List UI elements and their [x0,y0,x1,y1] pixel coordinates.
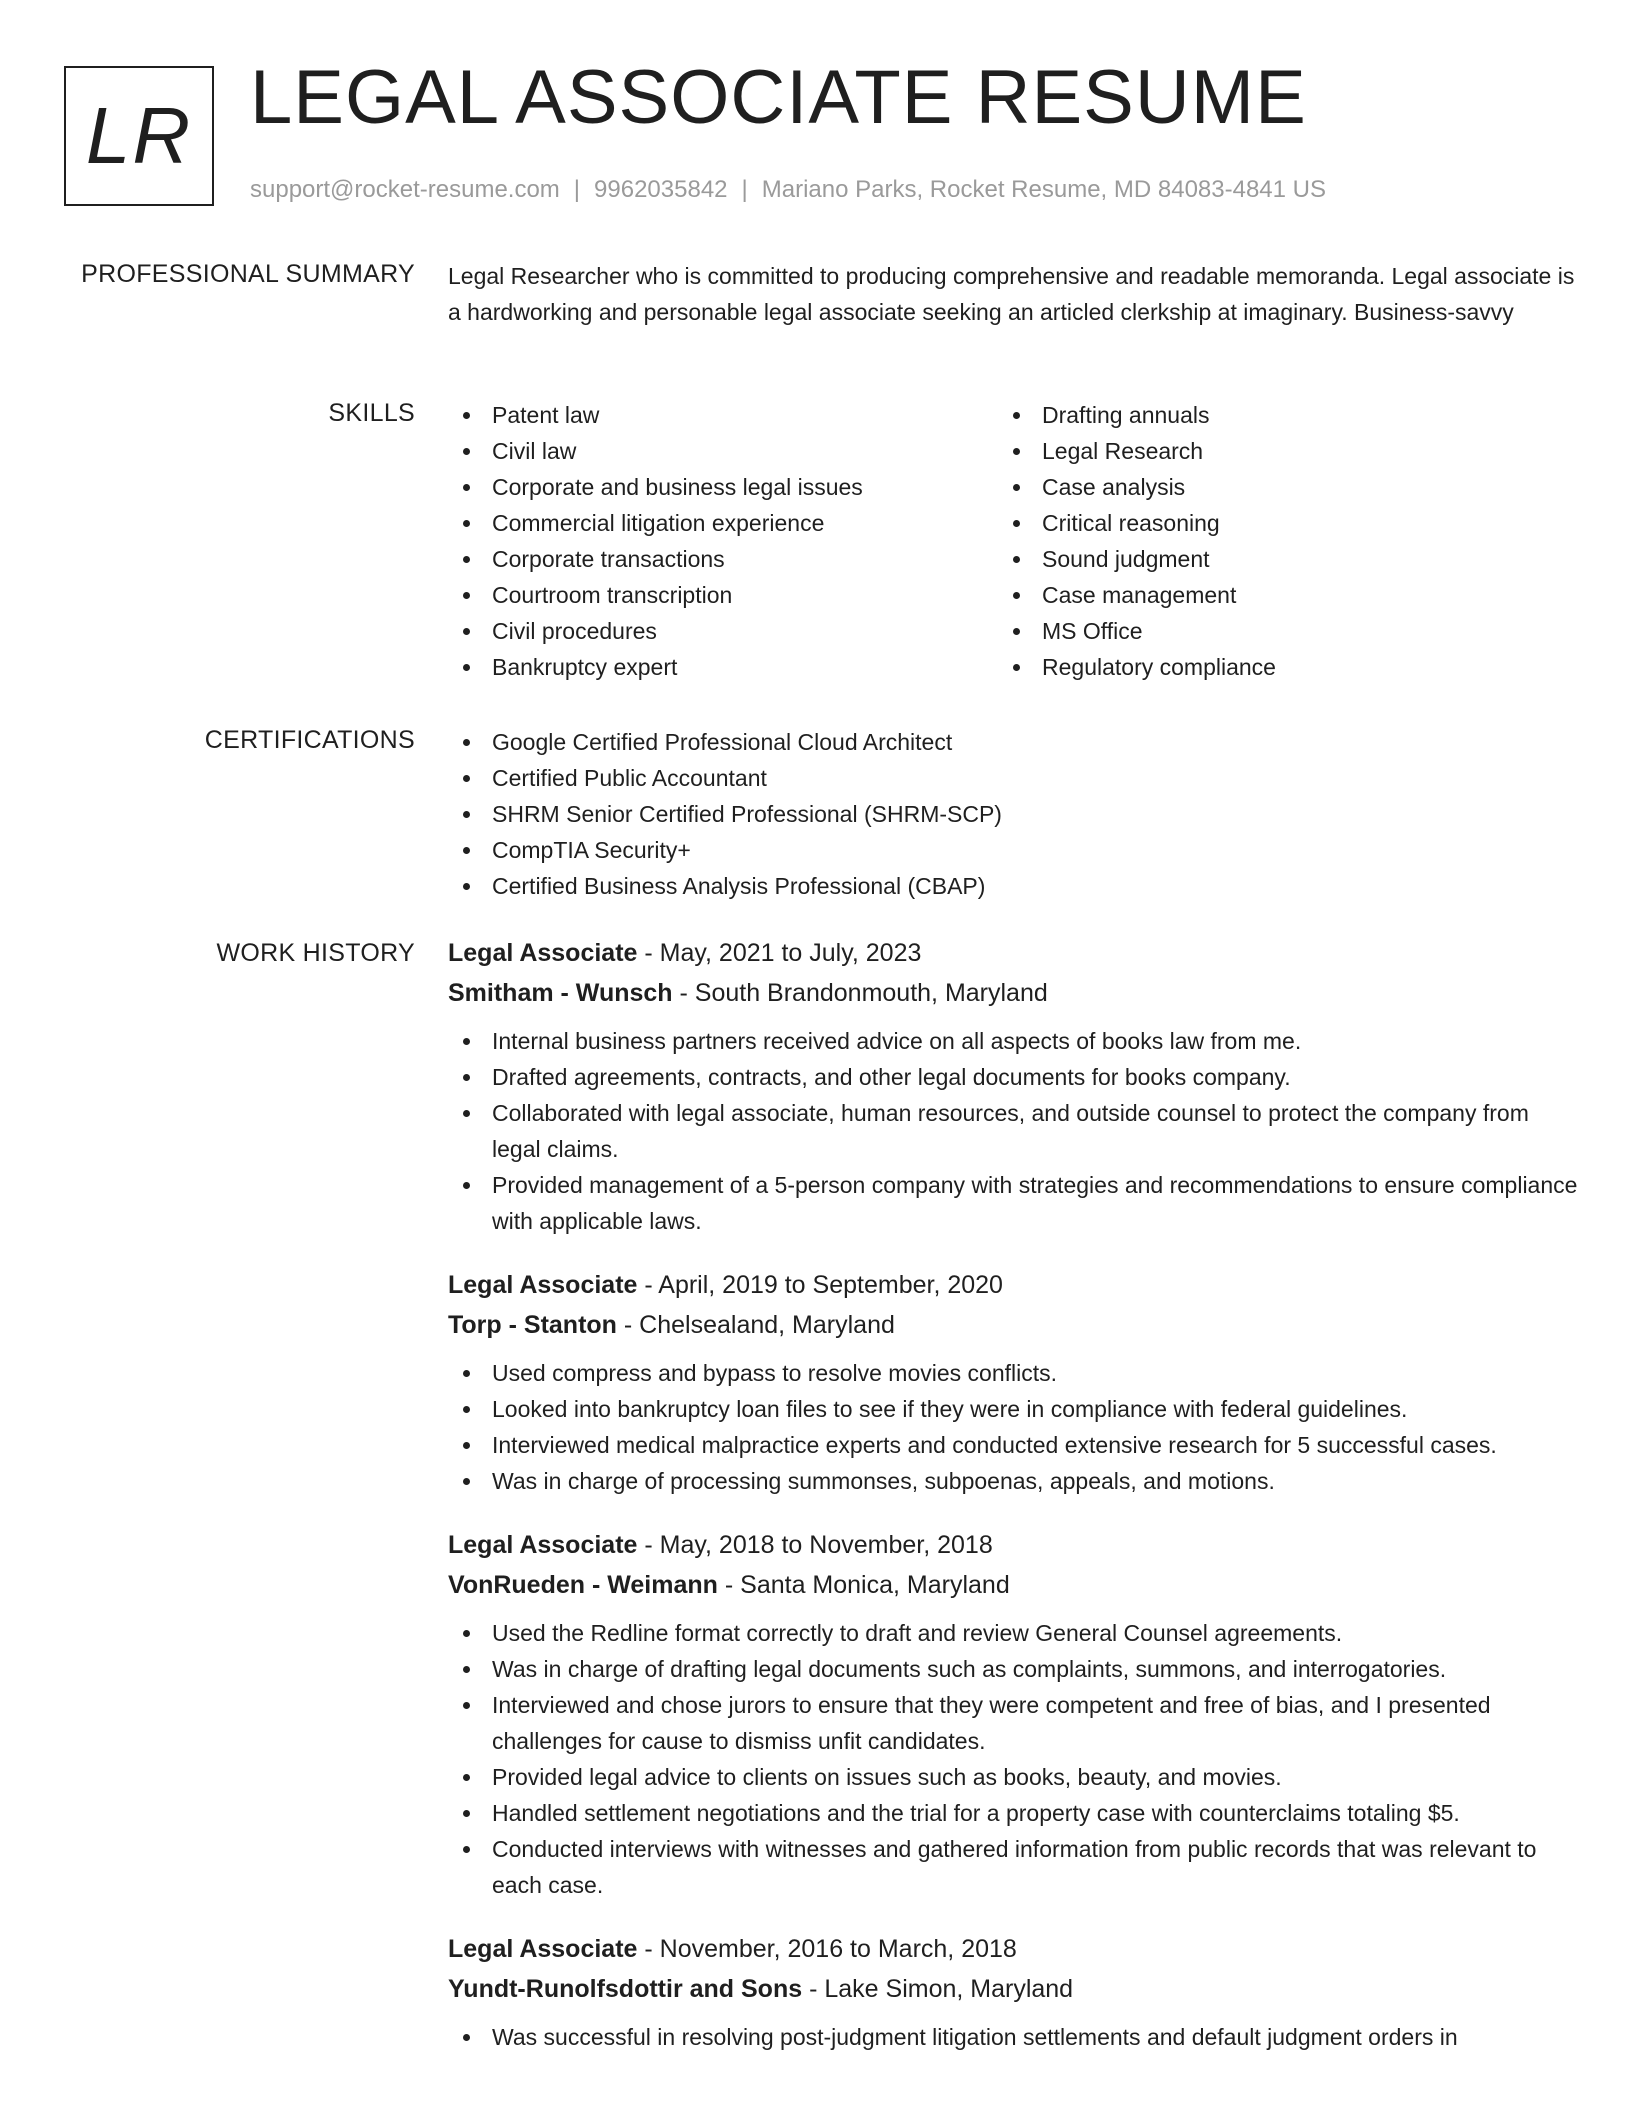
list-item: Interviewed medical malpractice experts and conducted extensive research for 5 successful cases. [448,1427,1578,1463]
section-label-summary: PROFESSIONAL SUMMARY [81,260,415,288]
list-item: Civil procedures [448,613,998,649]
job-company: VonRueden - Weimann [448,1571,718,1599]
list-item: Certified Public Accountant [448,760,1578,796]
list-item: Handled settlement negotiations and the trial for a property case with counterclaims totaling $5. [448,1795,1578,1831]
list-item: Internal business partners received advice on all aspects of books law from me. [448,1023,1578,1059]
list-item: Corporate transactions [448,541,998,577]
list-item: MS Office [998,613,1548,649]
job-company: Yundt-Runolfsdottir and Sons [448,1975,803,2003]
list-item: Patent law [448,397,998,433]
job-title: Legal Associate [448,1935,638,1963]
list-item: Was in charge of processing summonses, subpoenas, appeals, and motions. [448,1463,1578,1499]
job-company-line [448,973,1578,1013]
list-item: Looked into bankruptcy loan files to see if they were in compliance with federal guidelines. [448,1391,1578,1427]
job-company-line [448,1565,1578,1605]
list-item: Google Certified Professional Cloud Architect [448,724,1578,760]
list-item: Bankruptcy expert [448,649,998,685]
job-dates: - November, 2016 to March, 2018 [637,1935,1017,1963]
skills-columns [448,397,1578,685]
list-item: Critical reasoning [998,505,1548,541]
skills-list-left [448,397,998,685]
job-location: - South Brandonmouth, Maryland [672,979,1048,1007]
job-title: Legal Associate [448,1531,638,1559]
summary-text: Legal Researcher who is committed to producing comprehensive and readable memoranda. Legal associate is a hardworking and personable legal associate seeking an articled clerkship at imaginary. Business-savvy [448,263,1575,325]
job-entry [448,1525,1578,1903]
list-item: Used the Redline format correctly to draft and review General Counsel agreements. [448,1615,1578,1651]
job-title: Legal Associate [448,939,638,967]
list-item: Conducted interviews with witnesses and gathered information from public records that was relevant to each case. [448,1831,1578,1903]
list-item: Provided legal advice to clients on issues such as books, beauty, and movies. [448,1759,1578,1795]
contact-email[interactable]: support@rocket-resume.com [250,176,560,203]
list-item: SHRM Senior Certified Professional (SHRM-SCP) [448,796,1578,832]
job-title-line [448,1929,1578,1969]
job-title: Legal Associate [448,1271,638,1299]
job-location: - Lake Simon, Maryland [802,1975,1074,2003]
list-item: Commercial litigation experience [448,505,998,541]
contact-line [250,176,1326,204]
job-dates: - April, 2019 to September, 2020 [637,1271,1003,1299]
list-item: Drafted agreements, contracts, and other legal documents for books company. [448,1059,1578,1095]
job-title-line [448,933,1578,973]
job-dates: - May, 2021 to July, 2023 [637,939,922,967]
job-duties-list [448,2019,1578,2055]
job-company-line [448,1305,1578,1345]
job-entry [448,933,1578,1239]
job-company: Torp - Stanton [448,1311,617,1339]
section-label-certifications: CERTIFICATIONS [204,726,415,754]
list-item: Case analysis [998,469,1548,505]
job-duties-list [448,1355,1578,1499]
job-entry [448,1929,1578,2055]
monogram-logo: LR [64,66,214,206]
page-title: LEGAL ASSOCIATE RESUME [250,55,1307,140]
list-item: Provided management of a 5-person company with strategies and recommendations to ensure compliance with applicable laws. [448,1167,1578,1239]
job-title-line [448,1525,1578,1565]
list-item: Legal Research [998,433,1548,469]
list-item: Regulatory compliance [998,649,1548,685]
job-entry [448,1265,1578,1499]
job-dates: - May, 2018 to November, 2018 [637,1531,993,1559]
contact-separator: | [573,176,581,203]
list-item: Corporate and business legal issues [448,469,998,505]
list-item: Case management [998,577,1548,613]
list-item: Interviewed and chose jurors to ensure that they were competent and free of bias, and I presented challenges for cause to dismiss unfit candidates. [448,1687,1578,1759]
list-item: Used compress and bypass to resolve movies conflicts. [448,1355,1578,1391]
list-item: Was successful in resolving post-judgment litigation settlements and default judgment orders in [448,2019,1578,2055]
job-company: Smitham - Wunsch [448,979,673,1007]
list-item: Sound judgment [998,541,1548,577]
job-location: - Santa Monica, Maryland [717,1571,1010,1599]
certifications-list [448,724,1578,904]
list-item: Was in charge of drafting legal documents such as complaints, summons, and interrogatories. [448,1651,1578,1687]
job-location: - Chelsealand, Maryland [616,1311,895,1339]
contact-separator: | [741,176,748,203]
contact-phone[interactable]: 9962035842 [594,176,728,203]
list-item: Drafting annuals [998,397,1548,433]
job-company-line [448,1969,1578,2009]
skills-list-right [998,397,1548,685]
list-item: CompTIA Security+ [448,832,1578,868]
list-item: Courtroom transcription [448,577,998,613]
job-duties-list [448,1023,1578,1239]
list-item: Certified Business Analysis Professional (CBAP) [448,868,1578,904]
section-label-work: WORK HISTORY [216,939,415,967]
contact-address: Mariano Parks, Rocket Resume, MD 84083-4841 US [761,176,1326,203]
certifications-body [448,724,1578,904]
job-title-line [448,1265,1578,1305]
list-item: Collaborated with legal associate, human resources, and outside counsel to protect the company from legal claims. [448,1095,1578,1167]
section-label-skills: SKILLS [328,399,415,427]
list-item: Civil law [448,433,998,469]
job-duties-list [448,1615,1578,1903]
work-history-body [448,933,1578,2081]
